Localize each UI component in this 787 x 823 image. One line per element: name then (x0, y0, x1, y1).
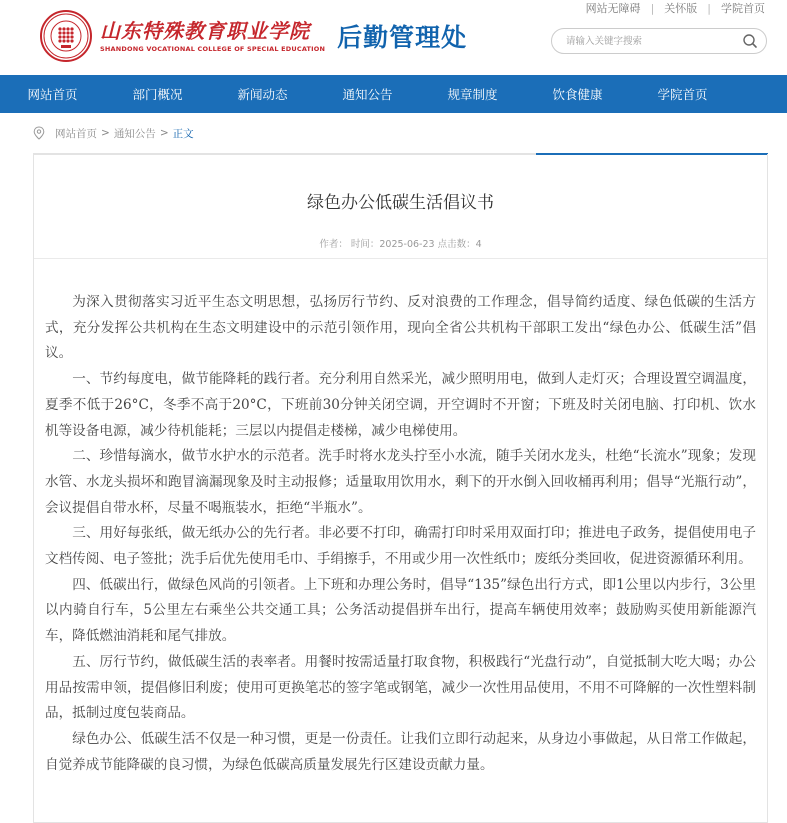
nav-item-diet-health[interactable]: 饮食健康 (552, 87, 603, 102)
article-paragraph: 三、用好每张纸，做无纸办公的先行者。非必要不打印，确需打印时采用双面打印；推进电子政务，提倡使用电子文档传阅、电子签批；洗手后优先使用毛巾、手绢擦手，不用或少用一次性纸巾；废纸分类回收，促进资源循环利用。 (45, 525, 756, 568)
department-title: 后勤管理处 (337, 23, 468, 52)
school-seal-icon (40, 10, 92, 62)
article-container (33, 154, 768, 823)
breadcrumb-separator: > (159, 127, 169, 139)
nav-item-overview[interactable]: 部门概况 (132, 87, 183, 102)
college-home-link[interactable]: 学院首页 (721, 2, 765, 15)
nav-item-college-home[interactable]: 学院首页 (657, 87, 708, 102)
search-input[interactable] (564, 35, 738, 48)
location-pin-icon (33, 126, 45, 140)
breadcrumb-home[interactable]: 网站首页 (55, 127, 97, 140)
logo[interactable] (40, 10, 467, 62)
nav-item-news[interactable]: 新闻动态 (237, 87, 288, 102)
nav-item-regulations[interactable]: 规章制度 (447, 87, 498, 102)
divider (34, 258, 767, 259)
nav-item-notices[interactable]: 通知公告 (342, 87, 393, 102)
article-paragraph: 四、低碳出行，做绿色风尚的引领者。上下班和办理公务时，倡导“135”绿色出行方式，即1公里以内步行，3公里以内骑自行车，5公里左右乘坐公共交通工具；公务活动提倡拼车出行，提高车辆使用效率；鼓励购买使用新能源汽车，降低燃油消耗和尾气排放。 (45, 576, 756, 645)
school-name-en: SHANDONG VOCATIONAL COLLEGE OF SPECIAL EDUCATION (100, 45, 326, 53)
article-paragraph: 二、珍惜每滴水，做节水护水的示范者。洗手时将水龙头拧至小水流，随手关闭水龙头，杜绝“长流水”现象；发现水管、水龙头损坏和跑冒滴漏现象及时主动报修；适量取用饮用水，剩下的开水倒入回收桶再利用；倡导“光瓶行动”，会议提倡自带水杯，尽量不喝瓶装水，拒绝“半瓶水”。 (45, 448, 756, 516)
nav-item-home[interactable]: 网站首页 (27, 87, 78, 102)
breadcrumb (0, 113, 787, 153)
article-title: 绿色办公低碳生活倡议书 (307, 193, 494, 213)
article-meta: 作者： 时间：2025-06-23 点击数：4 (319, 239, 482, 250)
care-mode-link[interactable]: 关怀版 (664, 2, 698, 15)
search-box (551, 28, 767, 54)
school-name-cn: 山东特殊教育职业学院 (100, 19, 310, 43)
article-paragraph: 为深入贯彻落实习近平生态文明思想，弘扬厉行节约、反对浪费的工作理念，倡导简约适度、绿色低碳的生活方式，充分发挥公共机构在生态文明建设中的示范引领作用，现向全省公共机构干部职工发出“绿色办公、低碳生活”倡议。 (45, 294, 756, 362)
article-paragraph: 绿色办公、低碳生活不仅是一种习惯，更是一份责任。让我们立即行动起来，从身边小事做起，从日常工作做起，自觉养成节能降碳的良习惯，为绿色低碳高质量发展先行区建设贡献力量。 (45, 730, 756, 773)
article-paragraph: 五、厉行节约，做低碳生活的表率者。用餐时按需适量打取食物，积极践行“光盘行动”，自觉抵制大吃大喝；办公用品按需申领，提倡修旧利废；使用可更换笔芯的签字笔或钢笔，减少一次性用品使用，不用不可降解的一次性塑料制品，抵制过度包装商品。 (45, 653, 756, 722)
breadcrumb-notices[interactable]: 通知公告 (113, 127, 156, 140)
accessibility-link[interactable]: 网站无障碍 (585, 2, 641, 15)
article-paragraph: 一、节约每度电，做节能降耗的践行者。充分利用自然采光，减少照明用电，做到人走灯灭；合理设置空调温度，夏季不低于26°C，冬季不高于20°C，下班前30分钟关闭空调，开空调时不开窗；下班及时关闭电脑、打印机、饮水机等设备电源，减少待机能耗；三层以内提倡走楼梯，减少电梯使用。 (45, 371, 756, 439)
breadcrumb-separator: > (101, 127, 110, 139)
school-name (100, 19, 325, 53)
header (0, 0, 787, 75)
divider: | (707, 1, 711, 15)
main-nav (0, 75, 787, 113)
breadcrumb-current: 正文 (172, 127, 194, 140)
search-icon[interactable] (742, 33, 758, 49)
article-body (45, 290, 756, 778)
divider: | (650, 1, 655, 15)
